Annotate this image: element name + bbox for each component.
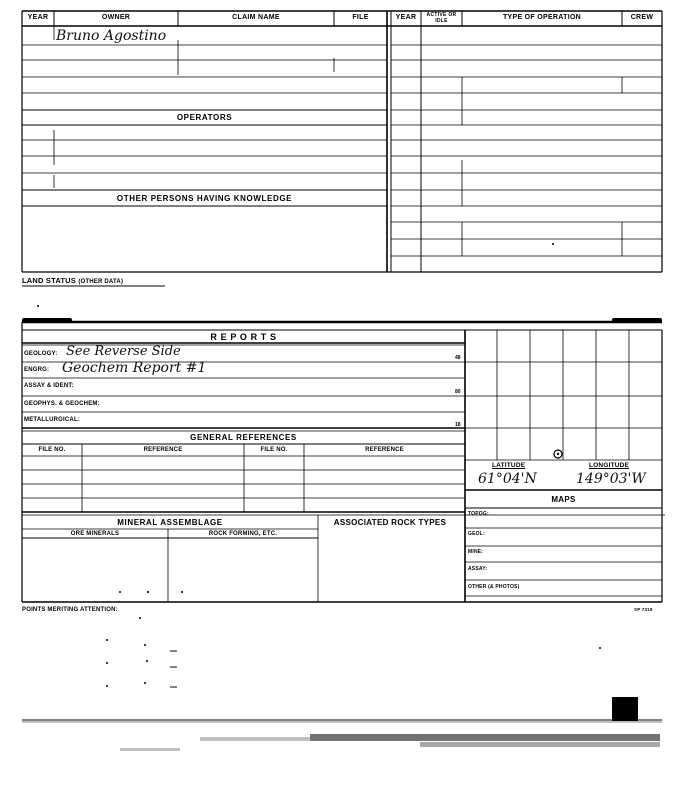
maps-topog-label: TOPOG: [468, 511, 489, 517]
maps-title: MAPS [551, 495, 576, 504]
owner-entry: Bruno Agostino [56, 28, 167, 44]
maps-mine-label: MINE: [468, 549, 484, 555]
header-crew: CREW [630, 14, 654, 21]
operators-label: OPERATORS [176, 113, 233, 122]
reports-metallurgical-num: 18 [455, 422, 461, 428]
rock-forming-label: ROCK FORMING, ETC. [208, 531, 278, 537]
other-persons-label: OTHER PERSONS HAVING KNOWLEDGE [116, 194, 293, 203]
header-file: FILE [352, 14, 369, 21]
latitude-value: 61°04'N [478, 471, 537, 487]
gr-col-reference-2: REFERENCE [365, 447, 404, 453]
header-owner: OWNER [101, 14, 131, 21]
header-year: YEAR [27, 14, 49, 21]
reports-title: R E P O R T S [210, 332, 277, 342]
form-code: SP 7319 [634, 607, 653, 612]
reports-geology-num: 48 [455, 355, 461, 361]
header-claim-name: CLAIM NAME [232, 14, 280, 21]
gr-col-file-no-2: FILE NO. [260, 447, 288, 453]
ore-minerals-label: ORE MINERALS [70, 531, 120, 537]
reports-geology-label: GEOLOGY: [24, 351, 58, 357]
reports-geology-value: See Reverse Side [66, 344, 181, 359]
header-active-idle: ACTIVE OR IDLE [426, 12, 457, 24]
associated-rock-types-label: ASSOCIATED ROCK TYPES [333, 518, 447, 527]
reports-engrg-value: Geochem Report #1 [62, 360, 207, 376]
reports-metallurgical-label: METALLURGICAL: [24, 417, 81, 423]
reports-assay-label: ASSAY & IDENT: [24, 383, 74, 389]
reports-geophys-label: GEOPHYS. & GEOCHEM: [24, 401, 100, 407]
gr-col-reference-1: REFERENCE [143, 447, 183, 453]
reports-assay-num: 80 [455, 389, 461, 395]
reports-engrg-label: ENGRG: [24, 367, 50, 373]
maps-geol-label: GEOL: [468, 531, 485, 537]
header-year-right: YEAR [395, 14, 417, 21]
latitude-label: LATITUDE [492, 462, 526, 469]
mineral-assemblage-title: MINERAL ASSEMBLAGE [117, 518, 223, 527]
maps-other-label: OTHER (& PHOTOS) [468, 584, 520, 590]
maps-assay-label: ASSAY: [468, 566, 488, 572]
gr-col-file-no-1: FILE NO. [38, 447, 66, 453]
header-type-of-operation: TYPE OF OPERATION [502, 14, 582, 21]
general-references-title: GENERAL REFERENCES [190, 433, 297, 442]
land-status-label: LAND STATUS (OTHER DATA) [22, 276, 124, 285]
longitude-value: 149°03'W [576, 471, 646, 487]
longitude-label: LONGITUDE [589, 462, 630, 469]
points-meriting-label: POINTS MERITING ATTENTION: [22, 607, 118, 613]
